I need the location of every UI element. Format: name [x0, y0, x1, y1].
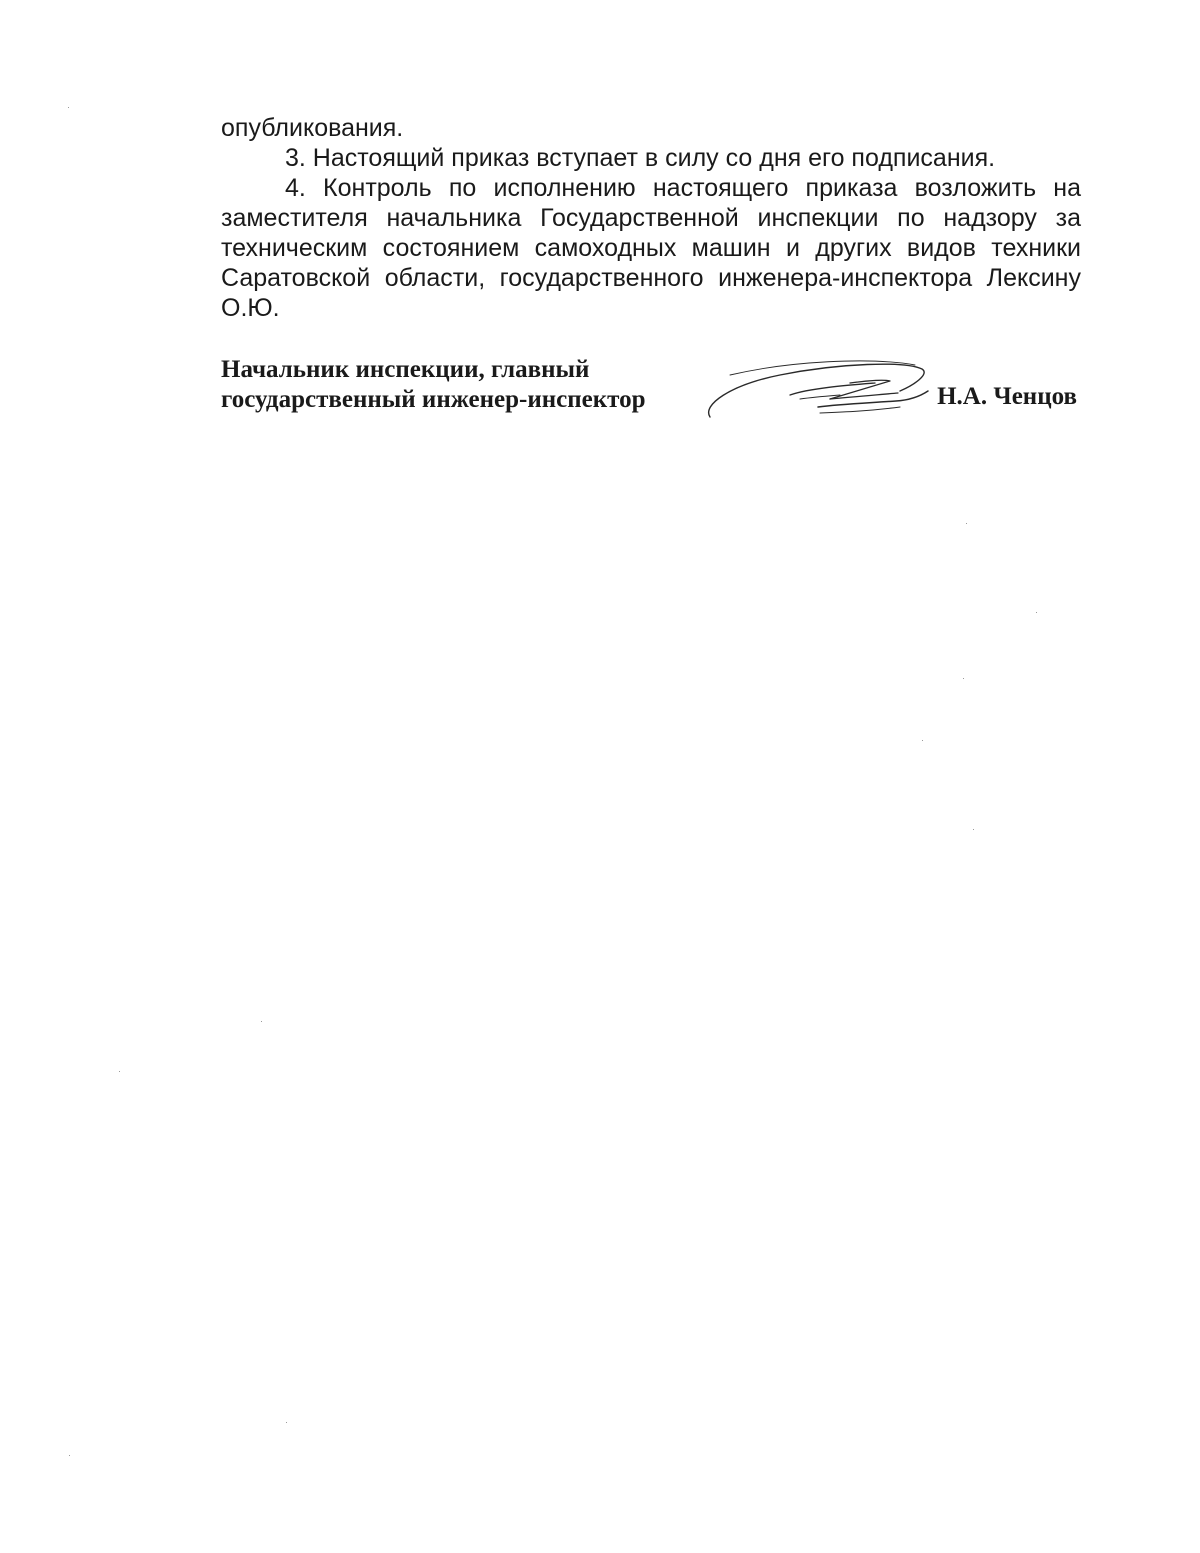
scan-speck — [261, 1021, 262, 1022]
scan-speck — [966, 523, 967, 524]
scan-speck — [922, 740, 923, 741]
handwritten-signature — [700, 355, 930, 425]
paragraph-tail — [221, 113, 1081, 143]
scan-speck — [119, 1071, 120, 1072]
scan-speck — [1036, 612, 1037, 613]
signatory-title-line-2: государственный инженер-инспектор — [221, 386, 646, 413]
paragraph-3 — [221, 143, 1081, 173]
signatory-title — [221, 355, 646, 415]
paragraph-4-line-3: техническим состоянием самоходных машин и других видов техники — [221, 234, 1081, 262]
paragraph-3-text: 3. Настоящий приказ вступает в силу со дня его подписания. — [285, 144, 996, 172]
signatory-title-line-1: Начальник инспекции, главный — [221, 356, 590, 383]
scan-speck — [69, 1455, 70, 1456]
paragraph-tail-text: опубликования. — [221, 114, 404, 142]
paragraph-4-line-2: заместителя начальника Государственной инспекции по надзору за — [221, 204, 1081, 232]
scan-speck — [963, 678, 964, 679]
signatory-name: Н.А. Ченцов — [937, 383, 1077, 410]
scan-speck — [973, 829, 974, 830]
paragraph-4-line-4: Саратовской области, государственного инженера-инспектора Лексину О.Ю. — [221, 264, 1081, 322]
paragraph-4 — [221, 173, 1081, 323]
scan-speck — [68, 107, 69, 108]
document-body — [221, 113, 1081, 323]
scan-speck — [286, 1422, 287, 1423]
signature-block — [221, 355, 1081, 425]
paragraph-4-line-1: 4. Контроль по исполнению настоящего приказа возложить на — [285, 174, 1081, 202]
